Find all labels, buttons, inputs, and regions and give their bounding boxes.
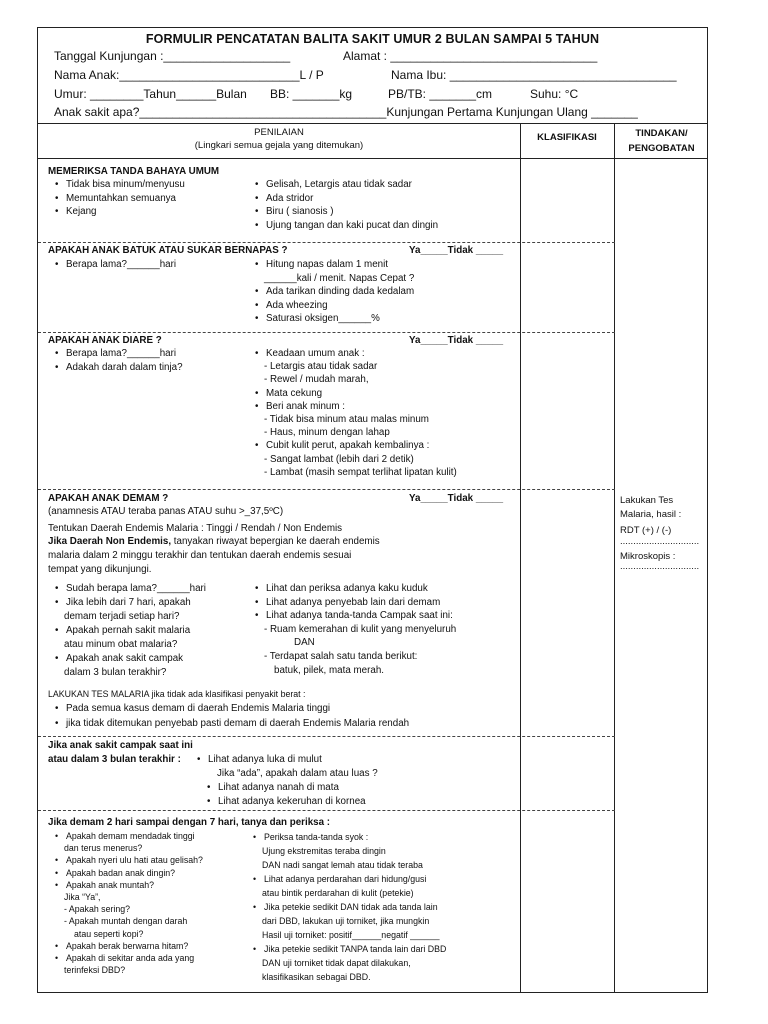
list-item[interactable]: • Lihat adanya kekeruhan di kornea — [206, 795, 366, 809]
list-item[interactable]: • Periksa tanda-tanda syok : — [252, 830, 446, 844]
campak-list-2 — [206, 781, 366, 808]
rdt-dots[interactable]: .............................. — [620, 535, 700, 547]
list-item[interactable]: • Berapa lama?______hari — [54, 347, 183, 361]
daerah-endemis[interactable]: Tentukan Daerah Endemis Malaria : Tinggi / Rendah / Non Endemis — [48, 523, 343, 534]
list-item-cont[interactable]: DAN nadi sangat lemah atau tidak teraba — [262, 860, 423, 870]
list-item: • jika tidak ditemukan penyebab pasti demam di daerah Endemis Malaria rendah — [54, 717, 409, 732]
diare-right-list — [254, 347, 457, 479]
tanda-bahaya-heading: MEMERIKSA TANDA BAHAYA UMUM — [48, 166, 220, 177]
tanggal-field[interactable]: Tanggal Kunjungan :___________________ — [54, 49, 291, 63]
row-divider — [38, 736, 615, 737]
list-item-sub[interactable]: - Apakah sering? — [64, 904, 131, 915]
list-item-sub[interactable]: - Haus, minum dengan lahap — [264, 427, 390, 439]
list-item[interactable]: • Lihat adanya tanda-tanda Campak saat ini: — [254, 609, 456, 623]
list-item[interactable]: • Apakah nyeri ulu hati atau gelisah? — [54, 854, 203, 866]
list-item[interactable]: • Lihat adanya penyebab lain dari demam — [254, 596, 456, 610]
demam-anamnesis: (anamnesis ATAU teraba panas ATAU suhu >_37,5ºC) — [48, 506, 284, 517]
list-item-cont[interactable]: terinfeksi DBD? — [64, 965, 126, 976]
non-endemis-desc: tanyakan riwayat bepergian ke daerah endemis — [171, 536, 380, 547]
list-item-cont[interactable]: dalam 3 bulan terakhir? — [64, 667, 167, 678]
col-divider-2 — [614, 123, 615, 992]
batuk-right-list — [254, 258, 414, 326]
list-item[interactable]: • Apakah anak muntah? — [54, 879, 203, 891]
header-divider — [38, 123, 707, 124]
rdt-result[interactable]: RDT (+) / (-) — [620, 525, 672, 536]
penilaian-header — [38, 126, 520, 152]
form-title: FORMULIR PENCATATAN BALITA SAKIT UMUR 2 BULAN SAMPAI 5 TAHUN — [145, 32, 600, 46]
list-item-sub: DAN — [294, 637, 315, 649]
list-item-cont[interactable]: dari DBD, lakukan uji torniket, jika mungkin — [262, 916, 430, 926]
list-item-sub[interactable]: batuk, pilek, mata merah. — [274, 664, 384, 676]
list-item[interactable]: • Sudah berapa lama?______hari — [54, 582, 206, 596]
campak-luka-detail[interactable]: Jika “ada”, apakah dalam atau luas ? — [217, 768, 378, 779]
col-divider-1 — [520, 123, 521, 992]
mikroskopis-dots[interactable]: .............................. — [620, 561, 700, 572]
sakit-apa-field[interactable]: Anak sakit apa?_____________________________________Kunjungan Pertama Kunjungan Ulang _______ — [54, 105, 638, 119]
campak-heading-1: Jika anak sakit campak saat ini — [48, 740, 193, 751]
list-item-sub: Jika “Ya”, — [64, 892, 101, 903]
list-item-sub[interactable]: - Sangat lambat (lebih dari 2 detik) — [264, 453, 414, 465]
tindakan-header: TINDAKAN/ PENGOBATAN — [628, 128, 695, 154]
demam-heading: APAKAH ANAK DEMAM ? — [48, 493, 169, 504]
list-item[interactable]: • Jika lebih dari 7 hari, apakah — [54, 596, 206, 610]
non-endemis-label: Jika Daerah Non Endemis, — [48, 536, 172, 547]
list-item[interactable]: • Apakah di sekitar anda ada yang — [54, 952, 203, 964]
list-item-cont[interactable]: atau bintik perdarahan di kulit (petekie) — [262, 888, 414, 898]
list-item-cont[interactable]: demam terjadi setiap hari? — [64, 611, 180, 622]
nama-anak-field[interactable]: Nama Anak:___________________________L / P — [54, 68, 324, 82]
list-item[interactable]: • Tidak bisa minum/menyusu — [54, 178, 185, 192]
list-item[interactable]: • Jika petekie sedikit DAN tidak ada tanda lain — [252, 900, 446, 914]
form-sheet — [37, 27, 708, 993]
list-item[interactable]: • Memuntahkan semuanya — [54, 192, 185, 206]
list-item[interactable]: • Ada wheezing — [254, 299, 414, 313]
list-item-cont[interactable]: DAN uji torniket tidak dapat dilakukan, — [262, 958, 411, 968]
klasifikasi-header: KLASIFIKASI — [537, 132, 597, 143]
tanda-bahaya-right-list — [254, 178, 438, 232]
list-item-sub[interactable]: - Rewel / mudah marah, — [264, 374, 369, 386]
non-endemis-line3: tempat yang dikunjungi. — [48, 564, 152, 575]
list-item[interactable]: • Biru ( sianosis ) — [254, 205, 438, 219]
batuk-heading: APAKAH ANAK BATUK ATAU SUKAR BERNAPAS ? — [48, 245, 288, 256]
campak-heading-2: atau dalam 3 bulan terakhir : — [48, 754, 181, 765]
list-item-cont[interactable]: klasifikasikan sebagai DBD. — [262, 972, 371, 982]
colhead-divider — [38, 158, 707, 159]
penilaian-subtitle: (Lingkari semua gejala yang ditemukan) — [194, 140, 364, 151]
list-item[interactable]: • Apakah badan anak dingin? — [54, 867, 203, 879]
list-item[interactable]: • Beri anak minum : — [254, 400, 457, 413]
list-item-sub[interactable]: - Letargis atau tidak sadar — [264, 361, 378, 373]
dbd-right-list — [252, 830, 446, 984]
list-item[interactable]: • Ada tarikan dinding dada kedalam — [254, 285, 414, 299]
torniket-result[interactable]: Hasil uji torniket: positif______negatif ______ — [262, 930, 440, 940]
list-item[interactable]: • Ujung tangan dan kaki pucat dan dingin — [254, 219, 438, 233]
list-item-sub[interactable]: - Tidak bisa minum atau malas minum — [264, 414, 429, 426]
bb-field[interactable]: BB: _______kg — [270, 87, 353, 101]
list-item[interactable]: • Jika petekie sedikit TANPA tanda lain dari DBD — [252, 942, 446, 956]
dbd-heading: Jika demam 2 hari sampai dengan 7 hari, tanya dan periksa : — [48, 817, 331, 828]
list-item-sub[interactable]: atau seperti kopi? — [74, 928, 144, 939]
list-item-cont[interactable]: atau minum obat malaria? — [64, 639, 178, 650]
nama-ibu-field[interactable]: Nama Ibu: __________________________________ — [391, 68, 677, 82]
list-item[interactable]: • Mata cekung — [254, 387, 457, 400]
diare-left-list — [54, 347, 183, 374]
demam-left-list — [54, 582, 206, 680]
tes-malaria-list — [54, 702, 409, 731]
list-item[interactable]: • Apakah berak berwarna hitam? — [54, 940, 203, 952]
campak-list — [196, 753, 322, 767]
list-item[interactable]: • Ada stridor — [254, 192, 438, 206]
non-endemis-line2: malaria dalam 2 minggu terakhir dan tentukan daerah endemis sesuai — [48, 550, 352, 561]
list-item[interactable]: • Apakah pernah sakit malaria — [54, 624, 206, 638]
list-item-sub[interactable]: - Apakah muntah dengan darah — [64, 916, 188, 927]
row-divider — [38, 242, 615, 243]
list-item[interactable]: • Lihat adanya nanah di mata — [206, 781, 366, 795]
row-divider — [38, 810, 615, 811]
list-item: • Pada semua kasus demam di daerah Endemis Malaria tinggi — [54, 702, 409, 717]
list-item[interactable]: • Lihat adanya luka di mulut — [196, 753, 322, 767]
list-item[interactable]: • Apakah demam mendadak tinggi — [54, 830, 203, 842]
list-item[interactable]: • Cubit kulit perut, apakah kembalinya : — [254, 439, 457, 452]
list-item[interactable]: • Hitung napas dalam 1 menit — [254, 258, 414, 272]
tanda-bahaya-left-list — [54, 178, 185, 219]
demam-ya-tidak[interactable]: Ya_____Tidak _____ — [409, 493, 504, 504]
tes-malaria-side — [620, 494, 706, 571]
lakukan-tes-malaria: LAKUKAN TES MALARIA jika tidak ada klasifikasi penyakit berat : — [48, 689, 306, 699]
penilaian-title: PENILAIAN — [254, 127, 304, 138]
list-item-cont[interactable]: Ujung ekstremitas teraba dingin — [262, 846, 386, 856]
list-item[interactable]: • Saturasi oksigen______% — [254, 312, 414, 326]
umur-field[interactable]: Umur: ________Tahun______Bulan — [54, 87, 247, 101]
list-item-sub[interactable]: - Lambat (masih sempat terlihat lipatan kulit) — [264, 466, 457, 478]
batuk-left-list — [54, 258, 176, 272]
list-item[interactable]: • Adakah darah dalam tinja? — [54, 361, 183, 375]
demam-right-list — [254, 582, 456, 677]
list-item[interactable]: • Berapa lama?______hari — [54, 258, 176, 272]
dbd-left-list — [54, 830, 203, 976]
row-divider — [38, 332, 615, 333]
list-item-sub[interactable]: - Terdapat salah satu tanda berikut: — [264, 650, 418, 662]
list-item[interactable]: • Lihat adanya perdarahan dari hidung/gusi — [252, 872, 446, 886]
non-endemis-text — [48, 535, 380, 577]
diare-ya-tidak[interactable]: Ya_____Tidak _____ — [409, 335, 504, 346]
list-item[interactable]: • Kejang — [54, 205, 185, 219]
list-item[interactable]: • Keadaan umum anak : — [254, 347, 457, 360]
mikroskopis-label: Mikroskopis : — [620, 550, 676, 562]
suhu-field[interactable]: Suhu: °C — [530, 87, 579, 101]
diare-heading: APAKAH ANAK DIARE ? — [48, 335, 162, 346]
list-item[interactable]: • Apakah anak sakit campak — [54, 652, 206, 666]
list-item-cont[interactable]: dan terus menerus? — [64, 843, 143, 854]
batuk-ya-tidak[interactable]: Ya_____Tidak _____ — [409, 245, 504, 256]
list-item-sub[interactable]: - Ruam kemerahan di kulit yang menyeluruh — [264, 623, 457, 635]
pb-field[interactable]: PB/TB: _______cm — [388, 87, 493, 101]
tes-malaria-hasil: Lakukan Tes Malaria, hasil : — [620, 495, 682, 520]
list-item[interactable]: • Gelisah, Letargis atau tidak sadar — [254, 178, 438, 192]
alamat-field[interactable]: Alamat : _______________________________ — [343, 49, 598, 63]
list-item[interactable]: • Lihat dan periksa adanya kaku kuduk — [254, 582, 456, 596]
list-item-cont[interactable]: ______kali / menit. Napas Cepat ? — [264, 272, 415, 284]
row-divider — [38, 489, 615, 490]
